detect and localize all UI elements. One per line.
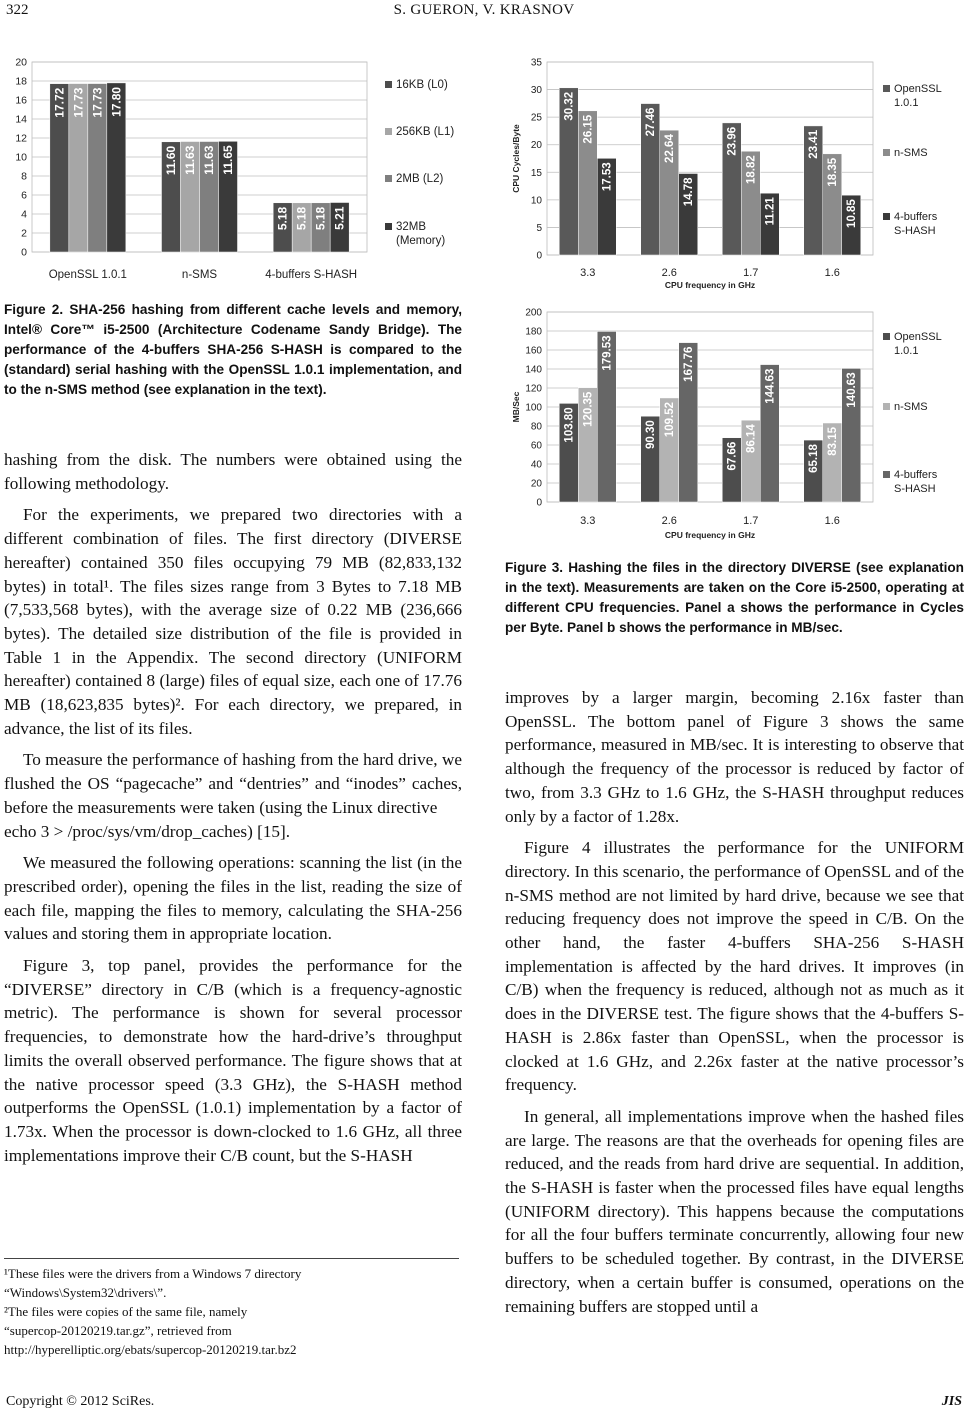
legend-label: OpenSSL	[894, 83, 942, 95]
legend-swatch	[385, 223, 392, 230]
bar-value-label: 5.18	[313, 206, 328, 231]
x-axis-title: CPU frequency in GHz	[664, 280, 756, 290]
legend-swatch	[883, 333, 890, 340]
bar-value-label: 18.82	[745, 155, 758, 185]
legend-label: 1.0.1	[894, 345, 919, 357]
y-tick-label: 8	[21, 170, 27, 183]
y-tick-label: 6	[21, 189, 27, 202]
figure-3a-svg	[505, 50, 955, 295]
legend-label: 32MB	[396, 221, 427, 233]
legend-label: n-SMS	[894, 147, 928, 159]
y-tick-label: 15	[530, 167, 542, 179]
running-header: S. GUERON, V. KRASNOV	[393, 2, 575, 18]
bar-value-label: 10.85	[846, 199, 859, 228]
figure-3a-chart	[505, 50, 955, 295]
left-column	[4, 448, 462, 1175]
bar-value-label: 11.21	[764, 197, 777, 226]
legend-swatch	[883, 149, 890, 156]
paragraph: Figure 4 illustrates the performance for the UNIFORM directory. In this scenario, the performance of OpenSSL and of the n-SMS method are not limited by hard drive, because we see that reducing frequency does not improve the speed in C/B. On the other hand, the faster 4-buffers SHA-256 S-HASH implementation is affected by the hard drives. It improves (in C/B) when the frequency is reduced, although not as much as it does in the DIVERSE test. The figure shows that the 4-buffers S-HASH is 2.86x faster than OpenSSL, when the processor is clocked at 1.6 GHz, and 2.26x faster at the native processor’s frequency.	[505, 838, 964, 1095]
bar-value-label: 18.35	[827, 157, 840, 187]
bar-value-label: 90.30	[645, 420, 658, 449]
legend-label: 256KB (L1)	[396, 126, 455, 138]
y-tick-label: 10	[530, 195, 542, 207]
legend-swatch	[883, 471, 890, 478]
legend-label: 16KB (L0)	[396, 79, 448, 91]
y-tick-label: 12	[15, 132, 27, 145]
bar-value-label: 17.73	[90, 87, 105, 118]
y-axis-title: MB/Sec	[511, 391, 521, 423]
bar-value-label: 109.52	[664, 401, 677, 438]
y-tick-label: 0	[21, 246, 27, 259]
x-tick-label: OpenSSL 1.0.1	[48, 269, 127, 281]
paragraph: improves by a larger margin, becoming 2.16x faster than OpenSSL. The bottom panel of Figure 3 shows the same performance, measured in MB/sec. It is interesting to observe that although the frequency of the processor is reduced by factor of two, from 3.3 GHz to 1.6 GHz, the S-HASH throughput reduces only by a factor of 1.28x.	[505, 688, 964, 826]
y-tick-label: 20	[530, 140, 542, 152]
x-tick-label: 1.7	[743, 515, 759, 527]
bar-value-label: 17.80	[109, 86, 124, 117]
footnote-rule	[4, 1258, 459, 1259]
bar-value-label: 67.66	[726, 441, 739, 471]
y-tick-label: 2	[21, 227, 27, 240]
footnote-2c: http://hyperelliptic.org/ebats/supercop-20120219.tar.bz2	[4, 1342, 297, 1357]
figure-2-caption: Figure 2. SHA-256 hashing from different cache levels and memory, Intel® Core™ i5-2500 (Architecture Codename Sandy Bridge). The performance of the 4-buffers SHA-256 S-HASH is compared to the (standard) serial hashing with the OpenSSL 1.0.1 implementation, and to the n-SMS method (see explanation in the text).	[4, 302, 462, 397]
y-tick-label: 40	[530, 459, 542, 471]
footnote-2a: ²The files were copies of the same file, namely	[4, 1304, 248, 1319]
legend-swatch	[883, 85, 890, 92]
paragraph-text: To measure the performance of hashing from the hard drive, we flushed the OS “pagecache” and “dentries” and “inodes” caches, before the measurements were taken (using the Linux directive	[4, 750, 462, 817]
legend-label: 4-buffers	[894, 211, 938, 223]
paragraph: In general, all implementations improve when the hashed files are large. The reasons are that the overheads for opening files are reduced, and the reads from hard drive are sequential. In addition, the S-HASH is faster when the processed files have equal lengths (UNIFORM directory). This happens because the computations for all the four buffers terminate concurrently, allowing four new buffers to be scheduled together. By contrast, in the DIVERSE directory, when a certain buffer is consumed, operations on the remaining buffers are stopped until a	[505, 1106, 964, 1316]
code-line: echo 3 > /proc/sys/vm/drop_caches) [15].	[4, 821, 291, 841]
bar-value-label: 179.53	[601, 335, 614, 371]
bar-value-label: 83.15	[827, 427, 840, 456]
figure-2-svg	[2, 50, 466, 295]
bar-value-label: 26.15	[582, 114, 595, 144]
y-tick-label: 140	[525, 364, 542, 376]
y-tick-label: 160	[525, 345, 542, 357]
footnote-1: ¹These files were the drivers from a Windows 7 directory “Windows\System32\drivers\”.	[4, 1266, 302, 1300]
y-tick-label: 180	[525, 326, 542, 338]
y-tick-label: 10	[15, 151, 27, 164]
y-tick-label: 30	[530, 85, 542, 97]
legend-label: 2MB (L2)	[396, 173, 444, 185]
bar-value-label: 17.53	[601, 162, 614, 192]
y-tick-label: 25	[530, 112, 542, 124]
journal-abbrev: JIS	[941, 1394, 962, 1409]
y-axis-title: CPU Cycles/Byte	[511, 124, 521, 193]
y-tick-label: 35	[530, 57, 542, 69]
x-tick-label: 1.7	[743, 267, 759, 279]
figure-2-chart	[2, 50, 466, 295]
copyright: Copyright © 2012 SciRes.	[6, 1394, 155, 1409]
bar-value-label: 17.72	[52, 87, 67, 118]
y-tick-label: 18	[15, 75, 27, 88]
x-tick-label: 2.6	[661, 267, 677, 279]
bar-value-label: 144.63	[764, 368, 777, 404]
y-tick-label: 80	[530, 421, 542, 433]
legend-label: n-SMS	[894, 401, 928, 413]
y-tick-label: 60	[530, 440, 542, 452]
x-tick-label: 4-buffers S-HASH	[265, 269, 358, 281]
bar-value-label: 23.41	[808, 129, 821, 159]
bar-value-label: 5.21	[332, 206, 347, 230]
legend-swatch	[385, 81, 392, 88]
bar-value-label: 23.96	[726, 126, 739, 156]
paragraph: We measured the following operations: scanning the list (in the prescribed order), opening the files in the list, reading the size of each file, mapping the files to memory, calculating the SHA-256 values and storing them in appropriate location.	[4, 853, 462, 944]
x-axis-title: CPU frequency in GHz	[664, 530, 756, 540]
figure-3b-chart	[505, 302, 955, 547]
y-tick-label: 14	[15, 113, 27, 126]
legend-swatch	[385, 175, 392, 182]
y-tick-label: 0	[536, 250, 542, 262]
figure-3b-svg	[505, 302, 955, 547]
legend-swatch	[883, 403, 890, 410]
footnote-2b: “supercop-20120219.tar.gz”, retrieved from	[4, 1323, 232, 1338]
y-tick-label: 20	[530, 478, 542, 490]
y-tick-label: 200	[525, 307, 542, 319]
bar-value-label: 167.76	[683, 346, 696, 382]
legend-label: S-HASH	[894, 225, 936, 237]
bar-value-label: 5.18	[294, 206, 309, 231]
y-tick-label: 20	[15, 56, 27, 69]
bar-value-label: 65.18	[808, 444, 821, 473]
x-tick-label: 3.3	[580, 515, 596, 527]
legend-swatch	[883, 213, 890, 220]
y-tick-label: 16	[15, 94, 27, 107]
legend-swatch	[385, 128, 392, 135]
y-tick-label: 100	[525, 402, 542, 414]
bar-value-label: 11.63	[183, 145, 197, 175]
y-tick-label: 0	[536, 497, 542, 509]
y-tick-label: 4	[21, 208, 27, 221]
x-tick-label: 1.6	[824, 267, 840, 279]
bar-value-label: 120.35	[582, 391, 595, 427]
bar-value-label: 103.80	[563, 407, 576, 443]
legend-label: S-HASH	[894, 483, 936, 495]
bar-value-label: 22.64	[664, 134, 677, 163]
legend-label: OpenSSL	[894, 331, 942, 343]
legend-label: 1.0.1	[894, 97, 919, 109]
bar-value-label: 11.63	[202, 145, 216, 175]
paragraph: hashing from the disk. The numbers were obtained using the following methodology.	[4, 450, 462, 493]
bar-value-label: 11.60	[164, 145, 178, 176]
footnotes	[4, 1264, 462, 1359]
bar-value-label: 86.14	[745, 424, 758, 453]
bar-value-label: 17.73	[71, 87, 86, 118]
bar-value-label: 5.18	[275, 206, 290, 231]
bar-value-label: 140.63	[846, 372, 859, 408]
bar-value-label: 14.78	[683, 177, 696, 207]
x-tick-label: 1.6	[824, 515, 840, 527]
legend-label: 4-buffers	[894, 469, 938, 481]
x-tick-label: 2.6	[661, 515, 677, 527]
bar-value-label: 27.46	[645, 107, 658, 137]
paragraph: For the experiments, we prepared two directories with a different combination of files. The first directory (DIVERSE hereafter) contained 350 files occupying 79 MB (82,833,132 bytes) in total¹. The files sizes range from 3 Bytes to 7.18 MB (7,533,568 bytes), with the average size of 0.22 MB (236,666 bytes). The detailed size distribution of the file is provided in Table 1 in the Appendix. The second directory (UNIFORM hereafter) contained 8 (large) files of equal size, each one of 17.76 MB (18,623,835 bytes)². For each directory, we prepared, in advance, the list of its files.	[4, 505, 462, 738]
bar-value-label: 30.32	[563, 91, 576, 121]
paragraph: Figure 3, top panel, provides the performance for the “DIVERSE” directory in C/B (which is a frequency-agnostic metric). The performance is shown for several processor frequencies, to demonstrate how the hard-drive’s throughput limits the overall observed performance. The figure shows that at the native processor speed (3.3 GHz), the S-HASH method outperforms the OpenSSL (1.0.1) implementation by a factor of 1.73x. When the processor is down-clocked to 1.6 GHz, all three implementations improve their C/B count, but the S-HASH	[4, 956, 462, 1165]
y-tick-label: 120	[525, 383, 542, 395]
y-tick-label: 5	[536, 222, 542, 234]
page-number: 322	[6, 2, 29, 18]
legend-label: (Memory)	[396, 235, 446, 247]
x-tick-label: 3.3	[580, 267, 596, 279]
figure-3-caption: Figure 3. Hashing the files in the directory DIVERSE (see explanation in the text). Measurements are taken on the Core i5-2500, operating at different CPU frequencies. Panel a shows the performance in Cycles per Byte. Panel b shows the performance in MB/sec.	[505, 560, 964, 635]
bar-value-label: 11.65	[221, 145, 235, 175]
right-column	[505, 686, 964, 1326]
x-tick-label: n-SMS	[181, 269, 218, 281]
paragraph	[4, 748, 462, 819]
